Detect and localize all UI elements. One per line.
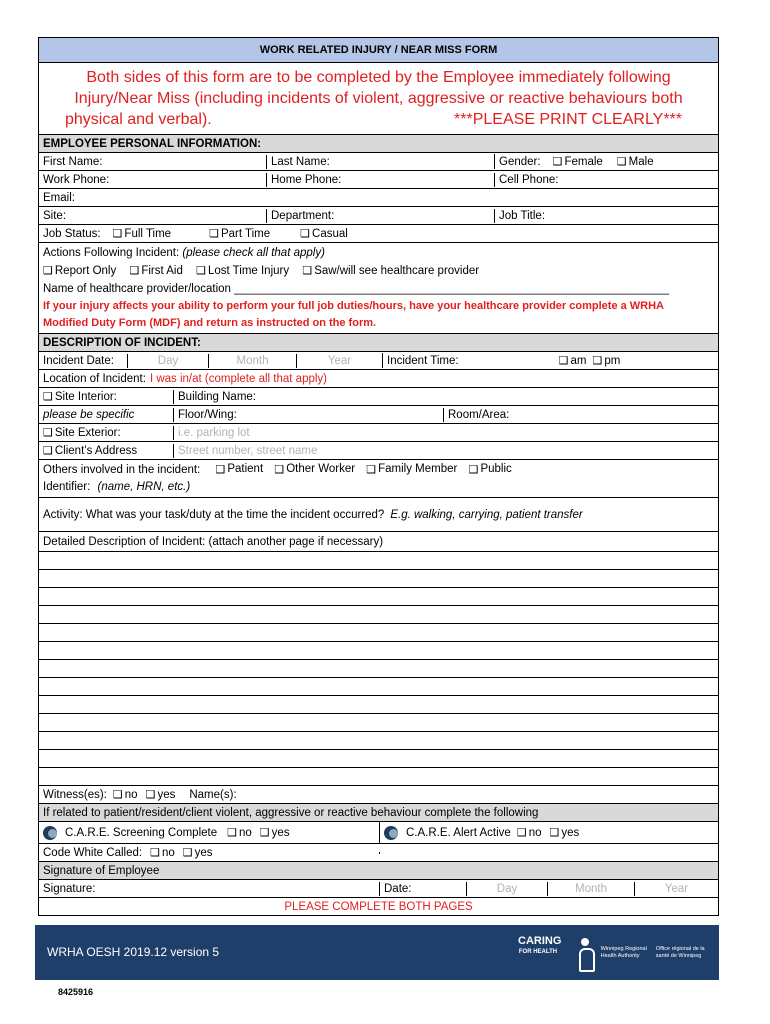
signature-label: Signature: <box>43 882 96 895</box>
care-screening-no-label: no <box>239 826 252 839</box>
caring-logo-text: CARING <box>518 935 562 947</box>
gender-field <box>494 154 718 169</box>
code-white-label: Code White Called: <box>43 846 143 859</box>
checkbox-icon: ❑ <box>366 463 377 476</box>
checkbox-icon: ❑ <box>112 788 123 801</box>
others-involved-label: Others involved in the incident: <box>43 464 201 476</box>
personal-section-header <box>39 134 718 152</box>
site-field[interactable] <box>39 209 266 223</box>
room-area-field[interactable] <box>443 408 718 422</box>
department-field[interactable] <box>266 209 494 223</box>
description-line[interactable] <box>39 659 718 677</box>
site-interior-label: Site Interior: <box>54 390 117 403</box>
last-name-label: Last Name: <box>271 155 330 168</box>
others-involved-row <box>43 461 714 479</box>
description-line[interactable] <box>39 569 718 587</box>
intro-block <box>39 62 718 134</box>
care-alert-label: C.A.R.E. Alert Active <box>406 826 511 839</box>
pm-label: pm <box>604 354 621 367</box>
checkbox-icon: ❑ <box>259 826 270 839</box>
signature-header-text: Signature of Employee <box>43 864 160 877</box>
other-worker-checkbox[interactable] <box>274 461 355 478</box>
report-only-checkbox[interactable] <box>43 262 116 280</box>
public-checkbox[interactable] <box>469 461 512 478</box>
detailed-description-label-row <box>39 531 718 551</box>
checkbox-icon: ❑ <box>43 444 53 457</box>
caring-logo-subtext: FOR HEALTH <box>518 949 558 955</box>
checkbox-icon: ❑ <box>227 826 237 839</box>
form-title-text: WORK RELATED INJURY / NEAR MISS FORM <box>259 44 498 56</box>
name-row <box>39 152 718 170</box>
saw-provider-checkbox[interactable] <box>302 262 479 280</box>
female-checkbox[interactable] <box>553 155 603 168</box>
home-phone-label: Home Phone: <box>271 173 342 186</box>
email-field[interactable] <box>39 191 718 205</box>
description-line[interactable] <box>39 605 718 623</box>
care-screening-yes-checkbox[interactable] <box>260 826 290 839</box>
location-row <box>39 369 718 387</box>
checkbox-icon: ❑ <box>468 463 479 476</box>
intro-line-1: Both sides of this form are to be completed by the Employee immediately following <box>86 69 671 86</box>
care-row <box>39 821 718 843</box>
checkbox-icon: ❑ <box>516 826 527 839</box>
home-phone-field[interactable] <box>266 173 494 187</box>
checkbox-icon: ❑ <box>129 264 140 277</box>
site-exterior-label: Site Exterior: <box>54 426 121 439</box>
floor-wing-label: Floor/Wing: <box>178 408 237 421</box>
intro-line-2: Injury/Near Miss (including incidents of violent, aggressive or reactive behaviours both <box>74 90 683 107</box>
wrha-logo-french: Office régional de la santé de Winnipeg <box>655 946 705 959</box>
casual-label: Casual <box>312 227 348 240</box>
violence-note-row <box>39 803 718 821</box>
actions-block <box>39 242 718 333</box>
saw-provider-label: Saw/will see healthcare provider <box>314 265 480 277</box>
checkbox-icon: ❑ <box>558 354 569 367</box>
incident-date-label: Incident Date: <box>43 354 114 367</box>
job-status-row <box>39 224 718 242</box>
incident-header-text: DESCRIPTION OF INCIDENT: <box>43 336 201 349</box>
caring-for-health-logo <box>518 935 562 970</box>
description-line[interactable] <box>39 749 718 767</box>
female-label: Female <box>564 155 603 168</box>
report-only-label: Report Only <box>54 265 117 277</box>
care-logo-icon <box>384 826 404 840</box>
signature-field[interactable] <box>39 882 379 896</box>
print-clearly-note: ***PLEASE PRINT CLEARLY*** <box>454 111 682 128</box>
incident-day-field[interactable]: Day <box>127 354 208 368</box>
full-time-label: Full Time <box>124 227 172 240</box>
casual-checkbox[interactable] <box>300 227 348 240</box>
checkbox-icon: ❑ <box>274 463 285 476</box>
checkbox-icon: ❑ <box>150 846 160 859</box>
incident-time-label: Incident Time: <box>387 354 459 367</box>
male-checkbox[interactable] <box>617 155 654 168</box>
complete-both-row <box>39 897 718 915</box>
care-screening-label: C.A.R.E. Screening Complete <box>65 826 218 839</box>
incident-section-header <box>39 333 718 351</box>
care-logo-icon <box>43 826 63 840</box>
identifier-label: Identifier: <box>43 481 91 493</box>
family-member-label: Family Member <box>378 463 458 475</box>
intro-line-3: physical and verbal). <box>65 111 212 128</box>
patient-label: Patient <box>227 463 264 475</box>
part-time-checkbox[interactable] <box>209 227 270 240</box>
first-aid-checkbox[interactable] <box>129 262 182 280</box>
actions-heading <box>43 244 714 262</box>
witness-yes-label: yes <box>157 788 176 801</box>
injury-form <box>38 37 719 916</box>
checkbox-icon: ❑ <box>302 264 313 277</box>
checkbox-icon: ❑ <box>616 155 627 168</box>
form-code: 8425916 <box>58 987 94 997</box>
actions-options <box>43 262 714 280</box>
signature-day-field[interactable]: Day <box>466 882 547 896</box>
actions-hint: (please check all that apply) <box>182 247 325 259</box>
checkbox-icon: ❑ <box>215 463 226 476</box>
email-label: Email: <box>43 191 75 204</box>
description-line[interactable] <box>39 713 718 731</box>
site-exterior-field[interactable]: i.e. parking lot <box>173 426 718 440</box>
wrha-logo <box>575 935 705 971</box>
care-screening-yes-label: yes <box>271 826 290 839</box>
room-area-label: Room/Area: <box>448 408 510 421</box>
first-aid-label: First Aid <box>141 265 183 277</box>
witness-no-checkbox[interactable] <box>113 788 138 801</box>
lost-time-label: Lost Time Injury <box>207 265 290 277</box>
checkbox-icon: ❑ <box>182 846 193 859</box>
checkbox-icon: ❑ <box>549 826 560 839</box>
part-time-label: Part Time <box>220 227 271 240</box>
signature-month-field[interactable]: Month <box>547 882 634 896</box>
personal-header-text: EMPLOYEE PERSONAL INFORMATION: <box>43 137 262 150</box>
description-line[interactable] <box>39 623 718 641</box>
floor-wing-field[interactable] <box>173 408 443 422</box>
witness-row <box>39 785 718 803</box>
description-line[interactable] <box>39 587 718 605</box>
care-alert-yes-label: yes <box>561 826 580 839</box>
form-title <box>39 38 718 62</box>
detailed-description-label: Detailed Description of Incident: (attach another page if necessary) <box>43 535 384 548</box>
last-name-field[interactable] <box>266 155 494 169</box>
lost-time-checkbox[interactable] <box>196 262 289 280</box>
am-checkbox[interactable] <box>559 354 587 367</box>
floor-row <box>39 405 718 423</box>
care-alert-yes-checkbox[interactable] <box>550 826 580 839</box>
provider-name-field[interactable]: Name of healthcare provider/location ____________________________________________________________________ <box>43 283 670 295</box>
wrha-figure-icon <box>575 937 597 969</box>
actions-label: Actions Following Incident: <box>43 247 180 259</box>
signature-header-row <box>39 861 718 879</box>
description-line[interactable] <box>39 551 718 569</box>
code-white-yes-label: yes <box>194 846 213 859</box>
description-line[interactable] <box>39 695 718 713</box>
activity-label: Activity: What was your task/duty at the time the incident occurred? <box>43 509 385 521</box>
incident-month-field[interactable]: Month <box>208 354 296 368</box>
site-label: Site: <box>43 209 67 222</box>
signature-row <box>39 879 718 897</box>
family-member-checkbox[interactable] <box>366 461 457 478</box>
clients-address-checkbox[interactable] <box>39 443 173 458</box>
identifier-field[interactable] <box>43 479 714 496</box>
location-label: Location of Incident: <box>43 372 146 385</box>
complete-both-pages-note: PLEASE COMPLETE BOTH PAGES <box>284 900 473 913</box>
building-name-label: Building Name: <box>178 390 256 403</box>
checkbox-icon: ❑ <box>43 264 53 277</box>
checkbox-icon: ❑ <box>43 390 53 403</box>
clients-address-field[interactable]: Street number, street name <box>173 444 718 458</box>
witness-names-field[interactable]: Name(s): <box>189 788 237 801</box>
care-alert-no-checkbox[interactable] <box>517 826 542 839</box>
intro-text <box>39 63 718 134</box>
checkbox-icon: ❑ <box>552 155 563 168</box>
code-white-no-checkbox[interactable] <box>150 846 175 859</box>
code-white-row <box>39 843 718 861</box>
site-row <box>39 206 718 224</box>
checkbox-icon: ❑ <box>300 227 311 240</box>
pm-checkbox[interactable] <box>592 354 620 367</box>
site-exterior-row <box>39 423 718 441</box>
phone-row <box>39 170 718 188</box>
activity-hint: E.g. walking, carrying, patient transfer <box>390 509 583 521</box>
cell-phone-label: Cell Phone: <box>499 173 559 186</box>
department-label: Department: <box>271 209 335 222</box>
email-row <box>39 188 718 206</box>
full-time-checkbox[interactable] <box>113 227 172 240</box>
cell-phone-field[interactable] <box>494 173 718 187</box>
first-name-field[interactable] <box>39 155 266 169</box>
checkbox-icon: ❑ <box>592 354 603 367</box>
witness-yes-checkbox[interactable] <box>146 788 176 801</box>
site-interior-row <box>39 387 718 405</box>
mdf-warning-line-2: Modified Duty Form (MDF) and return as instructed on the form. <box>43 317 377 329</box>
clients-address-label: Client’s Address <box>54 444 138 457</box>
signature-date-label: Date: <box>379 882 466 896</box>
job-title-field[interactable] <box>494 209 718 223</box>
am-label: am <box>570 354 587 367</box>
job-title-label: Job Title: <box>499 209 546 222</box>
description-line[interactable] <box>39 677 718 695</box>
witness-no-label: no <box>124 788 138 801</box>
other-worker-label: Other Worker <box>286 463 356 475</box>
wrha-logo-english: Winnipeg Regional Health Authority <box>600 946 647 959</box>
care-screening-no-checkbox[interactable] <box>227 826 252 839</box>
work-phone-label: Work Phone: <box>43 173 110 186</box>
description-line[interactable] <box>39 641 718 659</box>
code-white-blank <box>379 852 718 854</box>
site-exterior-checkbox[interactable] <box>39 425 173 440</box>
incident-year-field[interactable]: Year <box>296 354 382 368</box>
others-block <box>39 459 718 497</box>
please-specific-hint: please be specific <box>43 408 135 421</box>
work-phone-field[interactable] <box>39 173 266 187</box>
code-white-no-label: no <box>161 846 175 859</box>
code-white-yes-checkbox[interactable] <box>183 846 213 859</box>
description-line[interactable] <box>39 767 718 785</box>
building-name-field[interactable] <box>173 390 718 404</box>
job-status-label: Job Status: <box>43 227 101 240</box>
checkbox-icon: ❑ <box>43 426 53 439</box>
site-interior-checkbox[interactable] <box>39 389 173 404</box>
form-version: WRHA OESH 2019.12 version 5 <box>47 945 220 959</box>
activity-field[interactable] <box>39 497 718 531</box>
checkbox-icon: ❑ <box>145 788 156 801</box>
gender-label: Gender: <box>499 155 541 168</box>
witness-label: Witness(es): <box>43 788 107 801</box>
male-label: Male <box>628 155 654 168</box>
checkbox-icon: ❑ <box>209 227 219 240</box>
public-label: Public <box>480 463 512 475</box>
checkbox-icon: ❑ <box>112 227 123 240</box>
care-alert-no-label: no <box>528 826 542 839</box>
incident-date-row <box>39 351 718 369</box>
incident-time-field[interactable] <box>382 353 718 368</box>
patient-checkbox[interactable] <box>215 461 263 478</box>
signature-year-field[interactable]: Year <box>634 882 718 896</box>
clients-address-row <box>39 441 718 459</box>
first-name-label: First Name: <box>43 155 103 168</box>
checkbox-icon: ❑ <box>196 264 206 277</box>
location-hint: I was in/at (complete all that apply) <box>149 372 327 385</box>
identifier-hint: (name, HRN, etc.) <box>97 481 191 493</box>
violence-note-text: If related to patient/resident/client violent, aggressive or reactive behaviour complete the following <box>43 806 539 819</box>
mdf-warning-line-1: If your injury affects your ability to perform your full job duties/hours, have your healthcare provider complete a WRHA <box>43 300 665 312</box>
description-line[interactable] <box>39 731 718 749</box>
footer-banner <box>35 925 719 980</box>
